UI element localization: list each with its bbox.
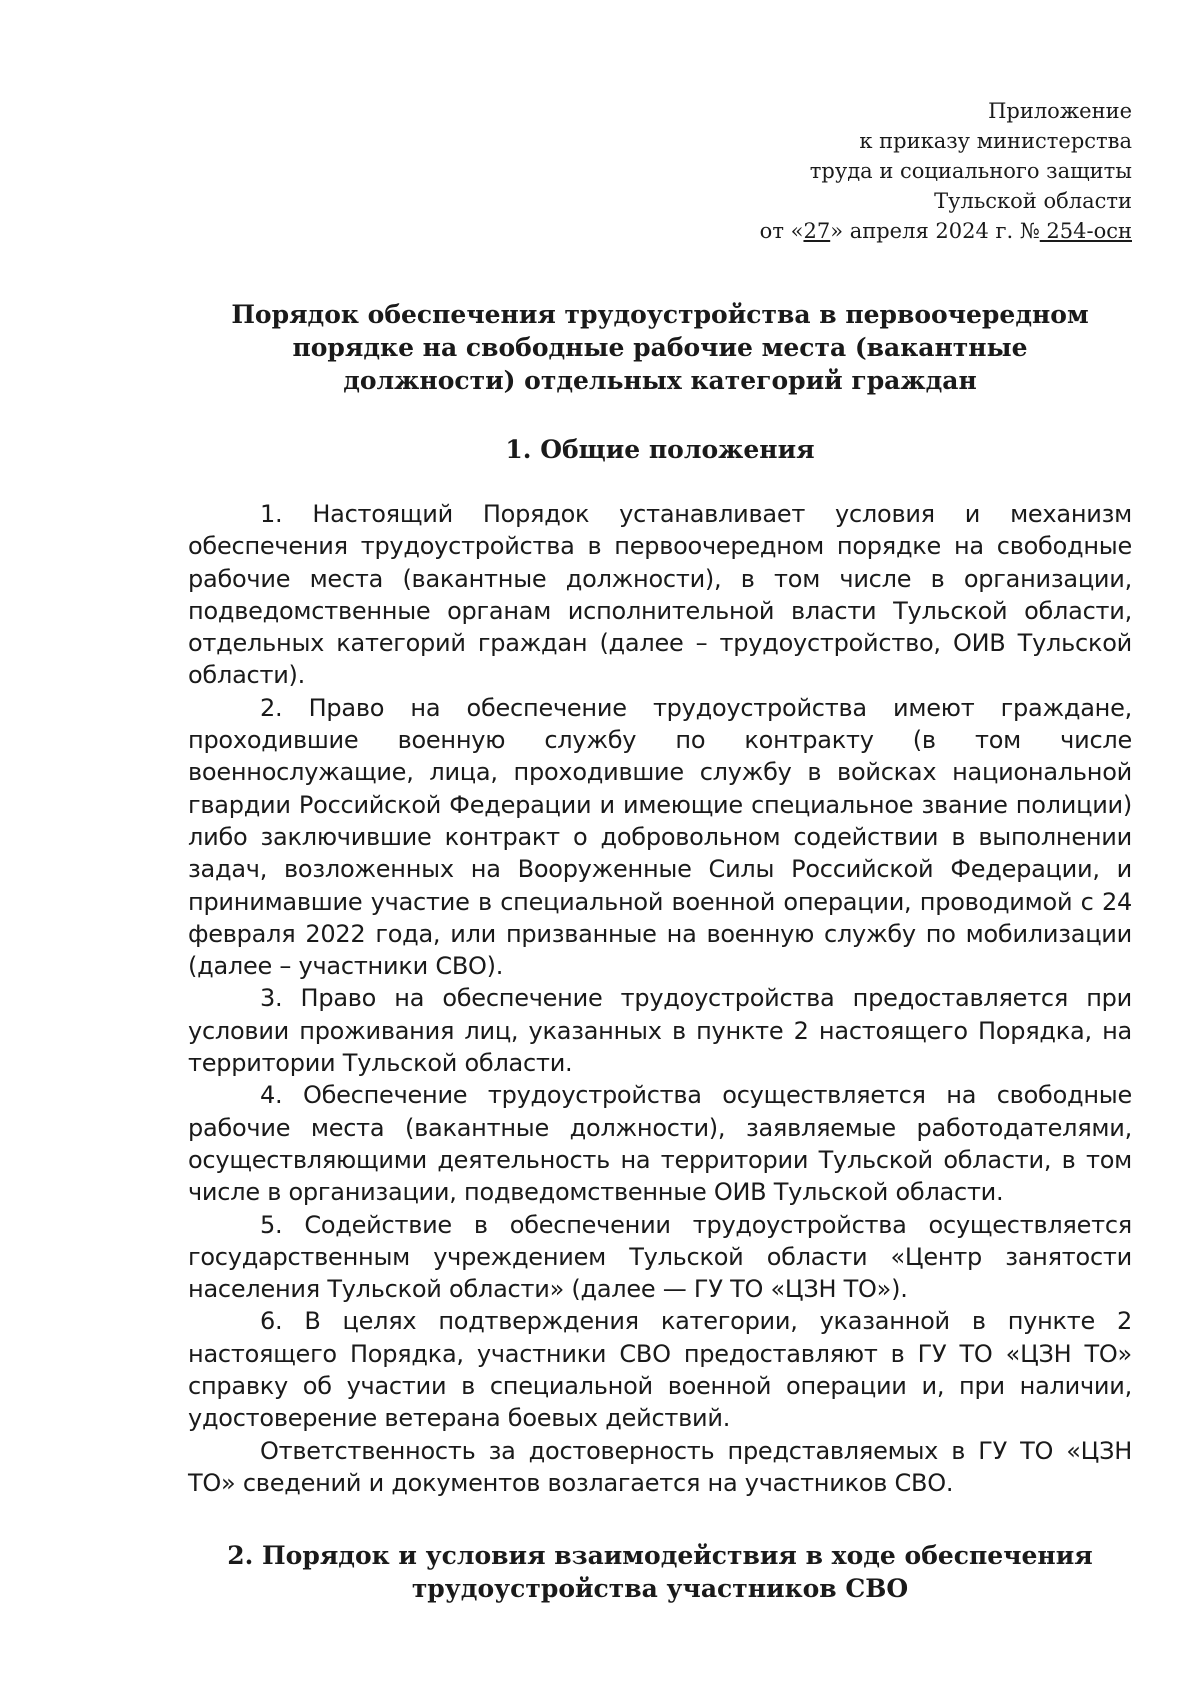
date-prefix: от « (759, 219, 804, 243)
appendix-header (188, 96, 1132, 246)
order-number-suffix: -осн (1086, 219, 1132, 243)
paragraph-1: 1. Настоящий Порядок устанавливает условия и механизм обеспечения трудоустройства в первоочередном порядке на свободные рабочие места (вакантные должности), в том числе в организации, подведомственные органам исполнительной власти Тульской области, отдельных категорий граждан (далее – трудоустройство, ОИВ Тульской области). (188, 500, 1132, 690)
order-date-line (188, 216, 1132, 246)
paragraph-3: 3. Право на обеспечение трудоустройства предоставляется при условии проживания лиц, указанных в пункте 2 настоящего Порядка, на территории Тульской области. (188, 984, 1132, 1078)
appendix-line: к приказу министерства (859, 129, 1132, 153)
paragraph-2: 2. Право на обеспечение трудоустройства имеют граждане, проходившие военную службу по контракту (в том числе военнослужащие, лица, проходившие службу в войсках национальной гвардии Российской Федерации и имеющие специальное звание полиции) либо заключившие контракт о добровольном содействии в выполнении задач, возложенных на Вооруженные Силы Российской Федерации, и принимавшие участие в специальной военной операции, проводимой с 24 февраля 2022 года, или призванные на военную службу по мобилизации (далее – участники СВО). (188, 693, 1132, 981)
section-1-heading: 1. Общие положения (505, 435, 815, 464)
order-number: 254 (1039, 219, 1087, 243)
order-day: 27 (803, 219, 831, 243)
paragraph-6: 6. В целях подтверждения категории, указанной в пункте 2 настоящего Порядка, участники СВО предоставляют в ГУ ТО «ЦЗН ТО» справку об участии в специальной военной операции и, при наличии, удостоверение ветерана боевых действий. (188, 1307, 1132, 1433)
appendix-line: Тульской области (934, 189, 1132, 213)
paragraph-4: 4. Обеспечение трудоустройства осуществляется на свободные рабочие места (вакантные должности), заявляемые работодателями, осуществляющими деятельность на территории Тульской области, в том числе в организации, подведомственные ОИВ Тульской области. (188, 1081, 1132, 1207)
date-middle: » апреля 2024 г. № (830, 219, 1040, 243)
appendix-line: Приложение (988, 99, 1132, 123)
paragraph-responsibility: Ответственность за достоверность представляемых в ГУ ТО «ЦЗН ТО» сведений и документов возлагается на участников СВО. (188, 1436, 1132, 1497)
paragraph-5: 5. Содействие в обеспечении трудоустройства осуществляется государственным учреждением Тульской области «Центр занятости населения Тульской области» (далее — ГУ ТО «ЦЗН ТО»). (188, 1210, 1132, 1304)
document-page (188, 96, 1132, 1605)
section-2-heading: 2. Порядок и условия взаимодействия в ходе обеспечения трудоустройства участников СВО (227, 1541, 1093, 1604)
document-title: Порядок обеспечения трудоустройства в первоочередном порядке на свободные рабочие места (вакантные должности) отдельных категорий граждан (231, 300, 1089, 395)
appendix-line: труда и социального защиты (809, 159, 1132, 183)
